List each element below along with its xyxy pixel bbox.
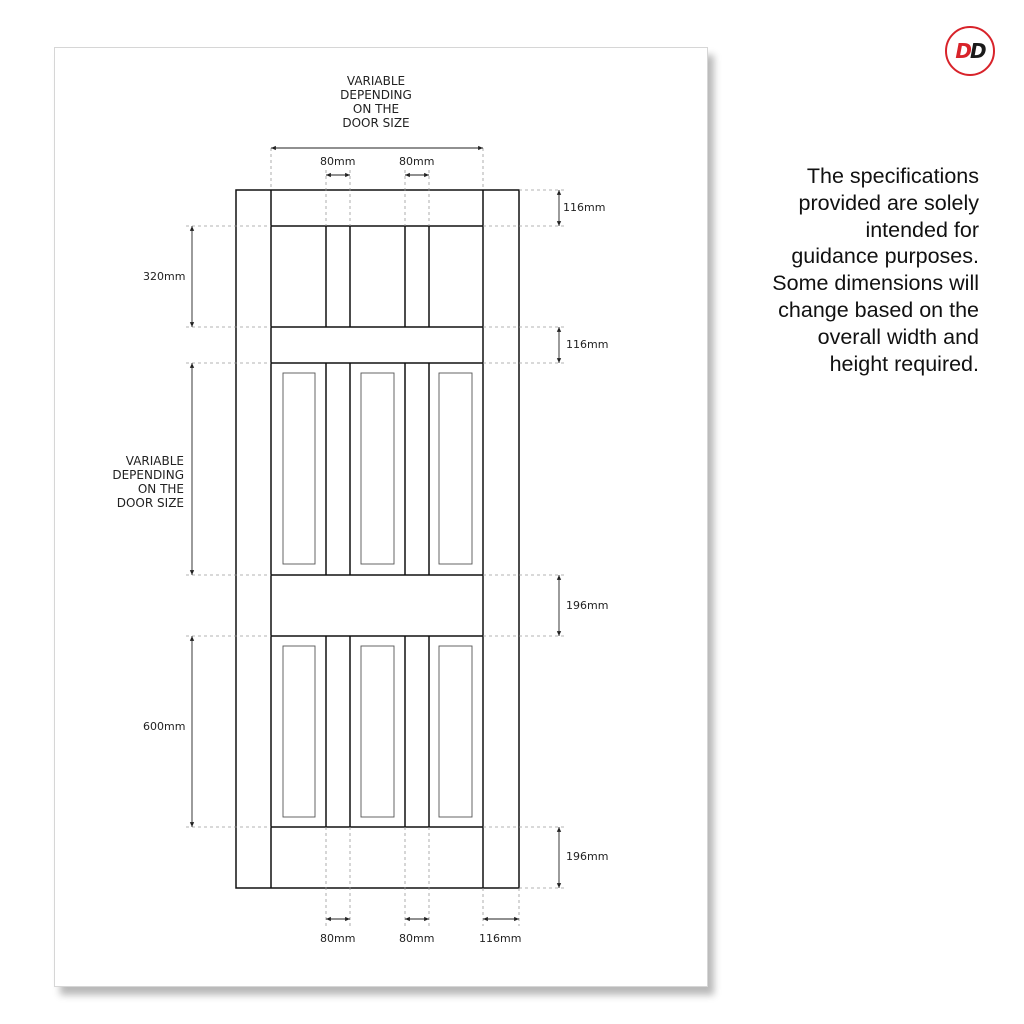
stile-width-label: 116mm	[479, 932, 522, 945]
middle-panel-label	[90, 454, 184, 510]
middle-rail-label: 116mm	[566, 338, 609, 351]
disclaimer-note	[679, 163, 979, 377]
top-width-line-3: ON THE	[352, 102, 400, 116]
bottom-muntin-left-label: 80mm	[320, 932, 356, 945]
lower-panel-label: 600mm	[143, 720, 186, 733]
brand-logo-letter-2: D	[970, 39, 985, 63]
middle-panel-inset-2	[361, 373, 394, 564]
extension-lines	[186, 148, 565, 926]
lower-panel-inset-3	[439, 646, 472, 817]
lower-panel-inset-1	[283, 646, 315, 817]
upper-panel-label: 320mm	[143, 270, 186, 283]
lock-rail-label: 196mm	[566, 599, 609, 612]
note-line-7: overall width and	[817, 324, 979, 349]
top-width-line-2: DEPENDING	[340, 88, 412, 102]
top-width-line-1: VARIABLE	[346, 74, 406, 88]
top-rail-label: 116mm	[563, 201, 606, 214]
middle-panel-line-1: VARIABLE	[125, 454, 184, 468]
bottom-muntin-right-label: 80mm	[399, 932, 435, 945]
brand-logo-text	[955, 41, 984, 61]
middle-panel-line-2: DEPENDING	[112, 468, 184, 482]
note-line-8: height required.	[829, 351, 979, 376]
middle-panel-line-4: DOOR SIZE	[116, 496, 184, 510]
top-width-line-4: DOOR SIZE	[342, 116, 410, 130]
door-frame	[236, 190, 519, 888]
note-line-2: provided are solely	[798, 190, 979, 215]
middle-panel-line-3: ON THE	[137, 482, 184, 496]
muntin-width-right-label: 80mm	[399, 155, 435, 168]
door-outline	[236, 190, 519, 888]
muntin-width-left-label: 80mm	[320, 155, 356, 168]
note-line-6: change based on the	[778, 297, 979, 322]
dimension-arrows	[192, 148, 559, 919]
middle-panel-inset-3	[439, 373, 472, 564]
top-width-label	[316, 74, 436, 130]
note-line-4: guidance purposes.	[791, 244, 979, 269]
lower-panel-inset-2	[361, 646, 394, 817]
brand-logo	[945, 26, 995, 76]
note-line-1: The specifications	[806, 164, 979, 188]
note-line-3: intended for	[865, 217, 979, 242]
middle-panel-inset-1	[283, 373, 315, 564]
panel-insets	[283, 373, 472, 817]
note-line-5: Some dimensions will	[772, 271, 979, 296]
bottom-rail-label: 196mm	[566, 850, 609, 863]
brand-logo-letter-1: D	[955, 39, 970, 63]
